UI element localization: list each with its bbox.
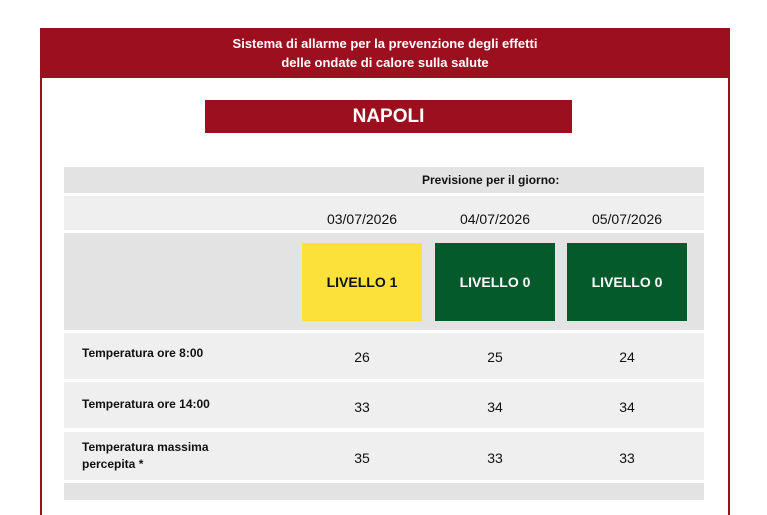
temp-8-day-3: 24 <box>619 349 635 365</box>
temp-max-day-2: 33 <box>487 450 503 466</box>
label-temp-max-line1: Temperatura massima <box>82 440 209 454</box>
forecast-label: Previsione per il giorno: <box>422 173 560 187</box>
temp-max-day-1: 35 <box>354 450 370 466</box>
label-temp-max <box>82 439 209 473</box>
table-footer <box>64 483 704 500</box>
level-badge-day-3: LIVELLO 0 <box>567 243 687 321</box>
label-temp-max-line2: percepita * <box>82 457 144 471</box>
label-temp-8: Temperatura ore 8:00 <box>82 346 204 360</box>
temp-14-day-1: 33 <box>354 399 370 415</box>
temp-max-day-3: 33 <box>619 450 635 466</box>
date-day-1: 03/07/2026 <box>326 211 398 227</box>
forecast-header-row <box>64 167 704 193</box>
temp-14-day-3: 34 <box>619 399 635 415</box>
temp-14-day-2: 34 <box>487 399 503 415</box>
header-banner <box>40 28 730 78</box>
level-badge-day-1: LIVELLO 1 <box>302 243 422 321</box>
city-title: NAPOLI <box>205 100 572 133</box>
label-temp-14: Temperatura ore 14:00 <box>82 397 210 411</box>
date-day-2: 04/07/2026 <box>459 211 531 227</box>
level-badge-day-2: LIVELLO 0 <box>435 243 555 321</box>
header-title-line2: delle ondate di calore sulla salute <box>281 55 489 70</box>
header-title-line1: Sistema di allarme per la prevenzione degli effetti <box>232 36 538 51</box>
temp-8-day-1: 26 <box>354 349 370 365</box>
temp-8-day-2: 25 <box>487 349 503 365</box>
date-day-3: 05/07/2026 <box>591 211 663 227</box>
